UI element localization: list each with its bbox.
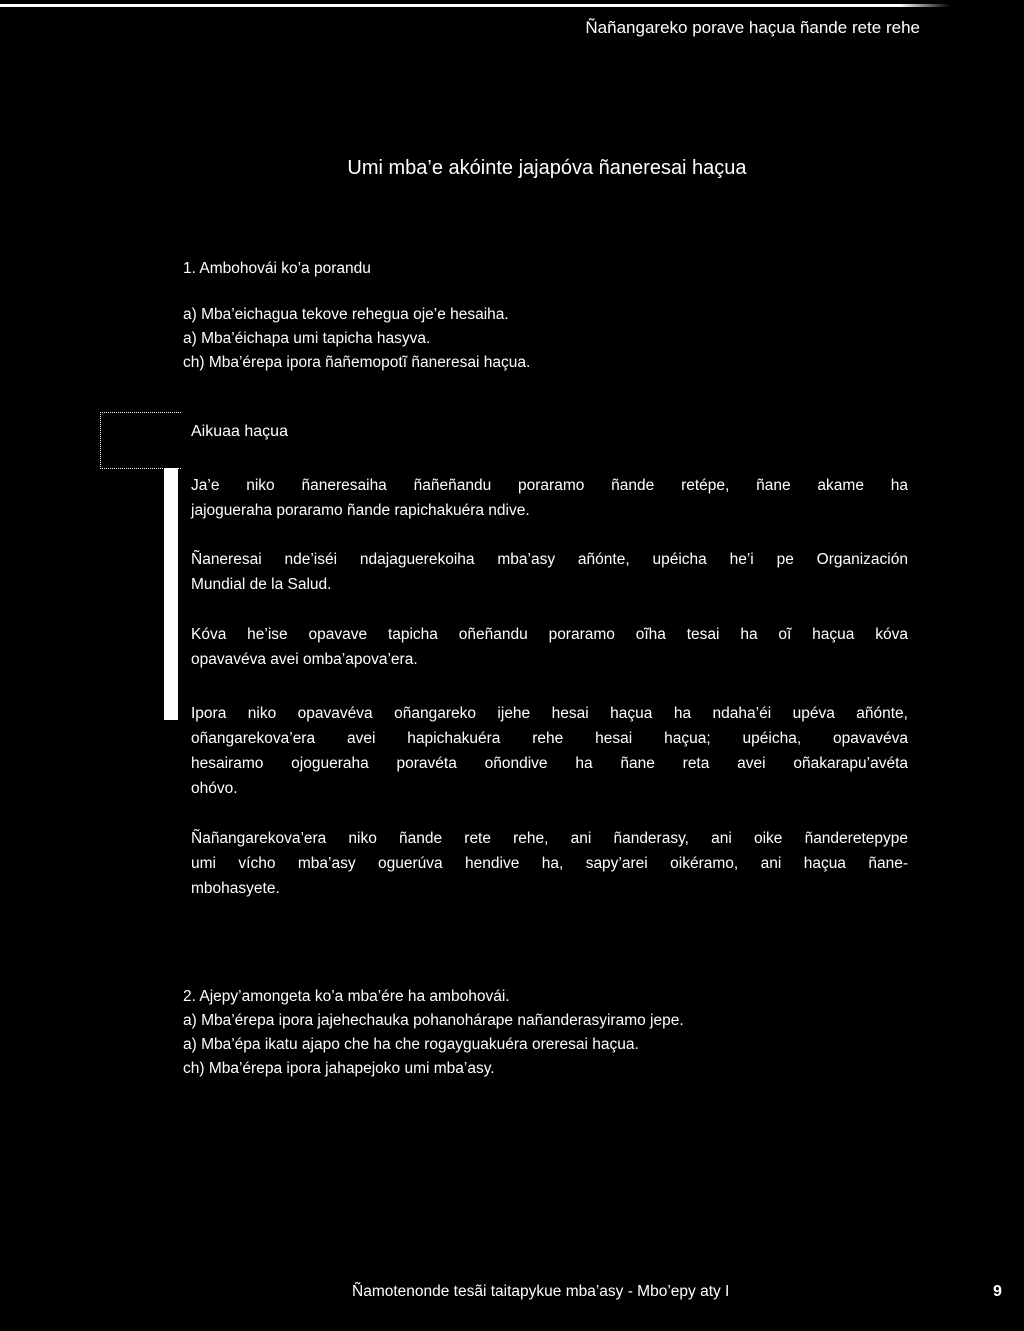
top-rule xyxy=(0,4,944,7)
question-1 xyxy=(183,257,530,375)
paragraph-line: Ñaneresai nde’iséi ndajaguerekoiha mba’asy añónte, upéicha he’i pe Organización xyxy=(191,551,908,568)
aikuaa-paragraph-3 xyxy=(191,622,908,672)
aikuaa-paragraph-5 xyxy=(191,826,908,901)
paragraph-line: Kóva he’ise opavave tapicha oñeñandu poraramo oĩha tesai ha oĩ haçua kóva xyxy=(191,626,908,643)
paragraph-line: Ja’e niko ñaneresaiha ñañeñandu poraramo ñande retépe, ñane akame ha xyxy=(191,477,908,494)
question-1-item: a) Mba’éichapa umi tapicha hasyva. xyxy=(183,330,431,347)
paragraph-line: Mundial de la Salud. xyxy=(191,576,332,593)
question-2-heading: 2. Ajepy’amongeta ko’a mba’ére ha ambohovái. xyxy=(183,988,510,1005)
aikuaa-box xyxy=(100,412,181,469)
question-1-heading: 1. Ambohovái ko’a porandu xyxy=(183,260,371,277)
aikuaa-sidebar-bar xyxy=(164,468,178,720)
paragraph-line: hesairamo ojogueraha poravéta oñondive ha ñane reta avei oñakarapu’avéta xyxy=(191,755,908,772)
paragraph-line: Ipora niko opavavéva oñangareko ijehe hesai haçua ha ndaha’éi upéva añónte, xyxy=(191,705,908,722)
paragraph-line: oñangarekova’era avei hapichakuéra rehe hesai haçua; upéicha, opavavéva xyxy=(191,730,908,747)
aikuaa-paragraph-1 xyxy=(191,473,908,523)
question-2-item: ch) Mba’érepa ipora jahapejoko umi mba’asy. xyxy=(183,1060,495,1077)
running-header: Ñañangareko porave haçua ñande rete rehe xyxy=(585,18,920,37)
question-1-item: a) Mba’eichagua tekove rehegua oje’e hesaiha. xyxy=(183,306,509,323)
aikuaa-paragraph-4 xyxy=(191,701,908,801)
paragraph-line: Ñañangarekova’era niko ñande rete rehe, ani ñanderasy, ani oike ñanderetepype xyxy=(191,830,908,847)
question-2-item: a) Mba’épa ikatu ajapo che ha che rogayguakuéra oreresai haçua. xyxy=(183,1036,639,1053)
paragraph-line: jajogueraha poraramo ñande rapichakuéra ndive. xyxy=(191,502,530,519)
paragraph-line: mbohasyete. xyxy=(191,880,280,897)
paragraph-line: opavavéva avei omba’apova’era. xyxy=(191,651,418,668)
question-2-item: a) Mba’érepa ipora jajehechauka pohanohárape nañanderasyiramo jepe. xyxy=(183,1012,684,1029)
footer-text: Ñamotenonde tesãi taitapykue mba’asy - Mbo’epy aty I xyxy=(352,1283,730,1300)
question-2 xyxy=(183,985,684,1081)
paragraph-line: ohóvo. xyxy=(191,780,238,797)
aikuaa-title: Aikuaa haçua xyxy=(191,423,288,440)
top-rule-tail xyxy=(900,4,950,7)
aikuaa-paragraph-2 xyxy=(191,547,908,597)
page-number: 9 xyxy=(993,1283,1002,1300)
page-title: Umi mba’e akóinte jajapóva ñaneresai haçua xyxy=(347,157,747,179)
question-1-item: ch) Mba’érepa ipora ñañemopotĩ ñaneresai haçua. xyxy=(183,354,531,371)
paragraph-line: umi vícho mba’asy oguerúva hendive ha, sapy’arei oikéramo, ani haçua ñane- xyxy=(191,855,908,872)
